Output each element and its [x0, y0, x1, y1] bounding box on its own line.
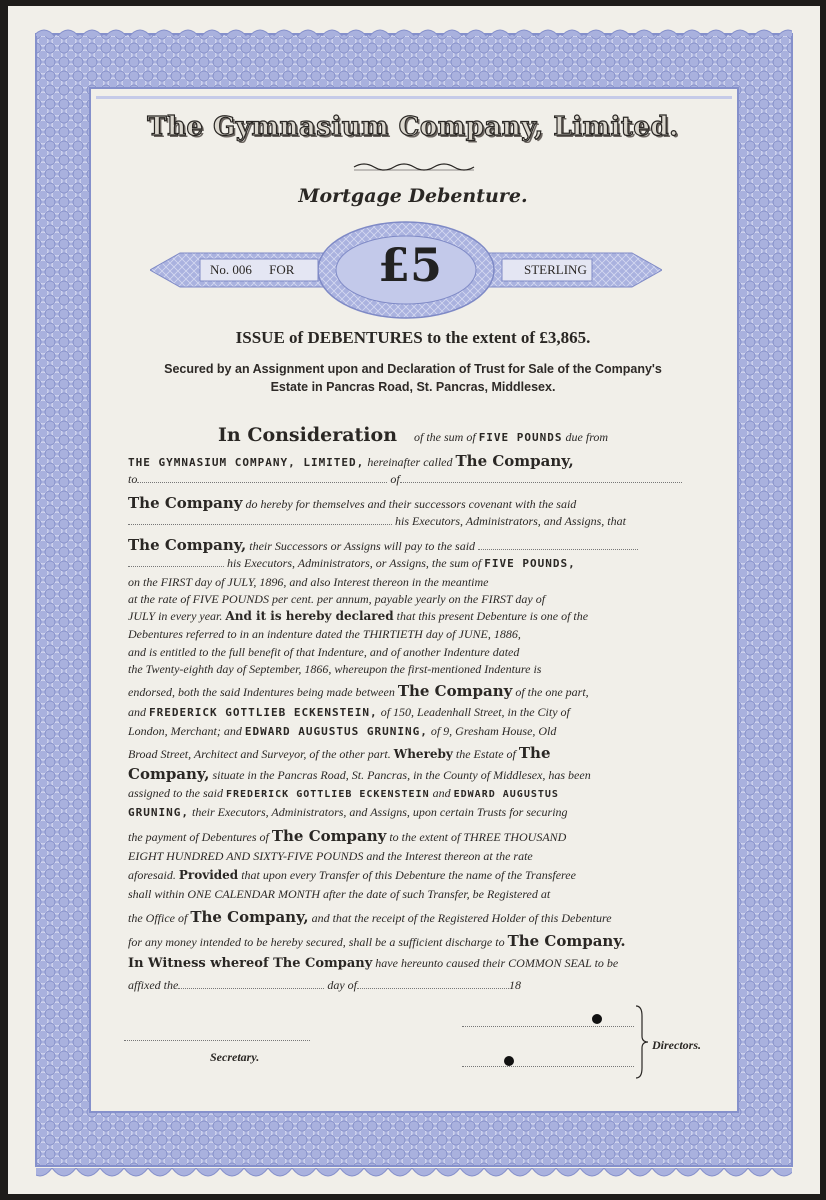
secretary-signature-line[interactable] — [124, 1040, 310, 1041]
body-line-28a: affixed the — [128, 978, 179, 992]
body-line-19-name1: FREDERICK GOTTLIEB ECKENSTEIN — [226, 789, 430, 800]
body-line-15a: and — [128, 705, 146, 719]
body-line-16-name: EDWARD AUGUSTUS GRUNING, — [244, 725, 428, 738]
body-line-3b: of — [390, 472, 400, 486]
seal-hole-2 — [504, 1056, 514, 1066]
body-line-7-amount: FIVE POUNDS, — [484, 557, 576, 570]
body-line-4-company: The Company — [128, 494, 243, 512]
body-line-1b: due from — [565, 430, 609, 444]
body-line-11: Debentures referred to in an indenture dated the THIRTIETH day of JUNE, 1886, — [128, 627, 521, 641]
body-line-14b: of the one part, — [515, 685, 589, 699]
directors-label: Directors. — [652, 1038, 701, 1052]
body-line-1a: of the sum of — [414, 430, 476, 444]
body-line-24: shall within ONE CALENDAR MONTH after the date of such Transfer, be Registered at — [128, 887, 551, 901]
body-line-6-company: The Company, — [128, 536, 247, 554]
holder-name-field-2[interactable] — [128, 524, 392, 525]
body-line-19-name2: EDWARD AUGUSTUS — [453, 789, 559, 800]
affixed-month-field[interactable] — [357, 988, 509, 989]
for-label: FOR — [269, 262, 295, 277]
body-line-20a: their Executors, Administrators, and Assigns, upon certain Trusts for securing — [191, 805, 568, 819]
body-line-27a: have hereunto caused their COMMON SEAL to be — [375, 956, 619, 970]
body-line-19b: and — [432, 786, 451, 800]
holder-name-field-4[interactable] — [128, 566, 224, 567]
title-flourish — [352, 160, 476, 174]
body-line-2a: hereinafter called — [367, 455, 453, 469]
issue-line: ISSUE of DEBENTURES to the extent of £3,865. — [235, 328, 591, 347]
body-line-9: at the rate of FIVE POUNDS per cent. per annum, payable yearly on the FIRST day of — [128, 592, 546, 606]
body-line-16b: of 9, Gresham House, Old — [430, 724, 557, 738]
body-line-23-provided: Provided — [178, 868, 239, 882]
body-line-14-company: The Company — [397, 682, 513, 700]
company-title: The Gymnasium Company, Limited. — [147, 112, 679, 142]
body-line-20-name: GRUNING, — [128, 806, 189, 819]
body-line-28b: day of — [327, 978, 357, 992]
seal-hole-1 — [592, 1014, 602, 1024]
body-line-26-company: The Company. — [507, 932, 626, 950]
body-line-5a: his Executors, Administrators, and Assigns, that — [395, 514, 626, 528]
body-line-13: the Twenty-eighth day of September, 1866, whereupon the first-mentioned Indenture is — [128, 662, 542, 676]
body-line-19a: assigned to the said — [128, 786, 223, 800]
body-line-17b: the Estate of — [455, 747, 516, 761]
body-company-name: THE GYMNASIUM COMPANY, LIMITED, — [128, 456, 365, 469]
directors-bracket — [634, 1004, 650, 1080]
body-line-17-whereby: Whereby — [393, 747, 453, 761]
debenture-number: No. 006 — [210, 262, 252, 277]
document-subtitle: Mortgage Debenture. — [298, 185, 528, 207]
body-line-8: on the FIRST day of JULY, 1896, and also Interest thereon in the meantime — [128, 575, 489, 589]
body-line-4a: do hereby for themselves and their successors covenant with the said — [245, 497, 577, 511]
body-line-10-declared: And it is hereby declared — [225, 609, 394, 623]
body-line-23b: that upon every Transfer of this Debenture the name of the Transferee — [241, 868, 576, 882]
body-line-25b: and that the receipt of the Registered Holder of this Debenture — [311, 911, 612, 925]
body-line-21a: the payment of Debentures of — [128, 830, 269, 844]
body-line-6a: their Successors or Assigns will pay to the said — [249, 539, 476, 553]
body-line-12: and is entitled to the full benefit of that Indenture, and of another Indenture dated — [128, 645, 520, 659]
body-line-18-company: Company, — [128, 765, 210, 783]
body-line-17a: Broad Street, Architect and Surveyor, of the other part. — [128, 747, 391, 761]
body-line-10a: JULY in every year. — [128, 609, 223, 623]
director-signature-line-1[interactable] — [462, 1026, 634, 1027]
body-line-28c: 18 — [509, 978, 521, 992]
body-line-21b: to the extent of THREE THOUSAND — [389, 830, 567, 844]
body-line-15-name: FREDERICK GOTTLIEB ECKENSTEIN, — [149, 706, 378, 719]
body-line-22: EIGHT HUNDRED AND SIXTY-FIVE POUNDS and the Interest thereon at the rate — [128, 849, 533, 863]
affixed-date-field[interactable] — [178, 988, 324, 989]
body-line-7a: his Executors, Administrators, or Assigns, the sum of — [227, 556, 482, 570]
body-line-14a: endorsed, both the said Indentures being made between — [128, 685, 395, 699]
holder-name-field-3[interactable] — [478, 549, 638, 550]
body-line-25-company: The Company, — [190, 908, 309, 926]
amount-value: £5 — [377, 238, 442, 292]
sterling-label: STERLING — [524, 262, 587, 277]
body-line-16a: London, Merchant; and — [128, 724, 242, 738]
body-line-17-the: The — [518, 744, 551, 762]
body-line-23a: aforesaid. — [128, 868, 176, 882]
body-line-18a: situate in the Pancras Road, St. Pancras, in the County of Middlesex, has been — [212, 768, 591, 782]
body-line-15b: of 150, Leadenhall Street, in the City of — [380, 705, 570, 719]
body-line-2-company: The Company, — [455, 452, 574, 470]
holder-address-field[interactable] — [400, 482, 682, 483]
body-line-1-amount: FIVE POUNDS — [478, 431, 563, 444]
director-signature-line-2[interactable] — [462, 1066, 634, 1067]
body-line-21-company: The Company — [271, 827, 387, 845]
body-line-26a: for any money intended to be hereby secured, shall be a sufficient discharge to — [128, 935, 505, 949]
in-witness-whereof: In Witness whereof The Company — [128, 956, 373, 971]
body-line-10b: that this present Debenture is one of the — [396, 609, 589, 623]
holder-name-field[interactable] — [137, 482, 387, 483]
secured-line-2: Estate in Pancras Road, St. Pancras, Middlesex. — [270, 380, 556, 394]
in-consideration: In Consideration — [218, 424, 398, 446]
secured-line-1: Secured by an Assignment upon and Declaration of Trust for Sale of the Company's — [164, 362, 662, 376]
body-line-25a: the Office of — [128, 911, 188, 925]
secretary-label: Secretary. — [210, 1050, 260, 1064]
body-line-3a: to — [128, 472, 138, 486]
